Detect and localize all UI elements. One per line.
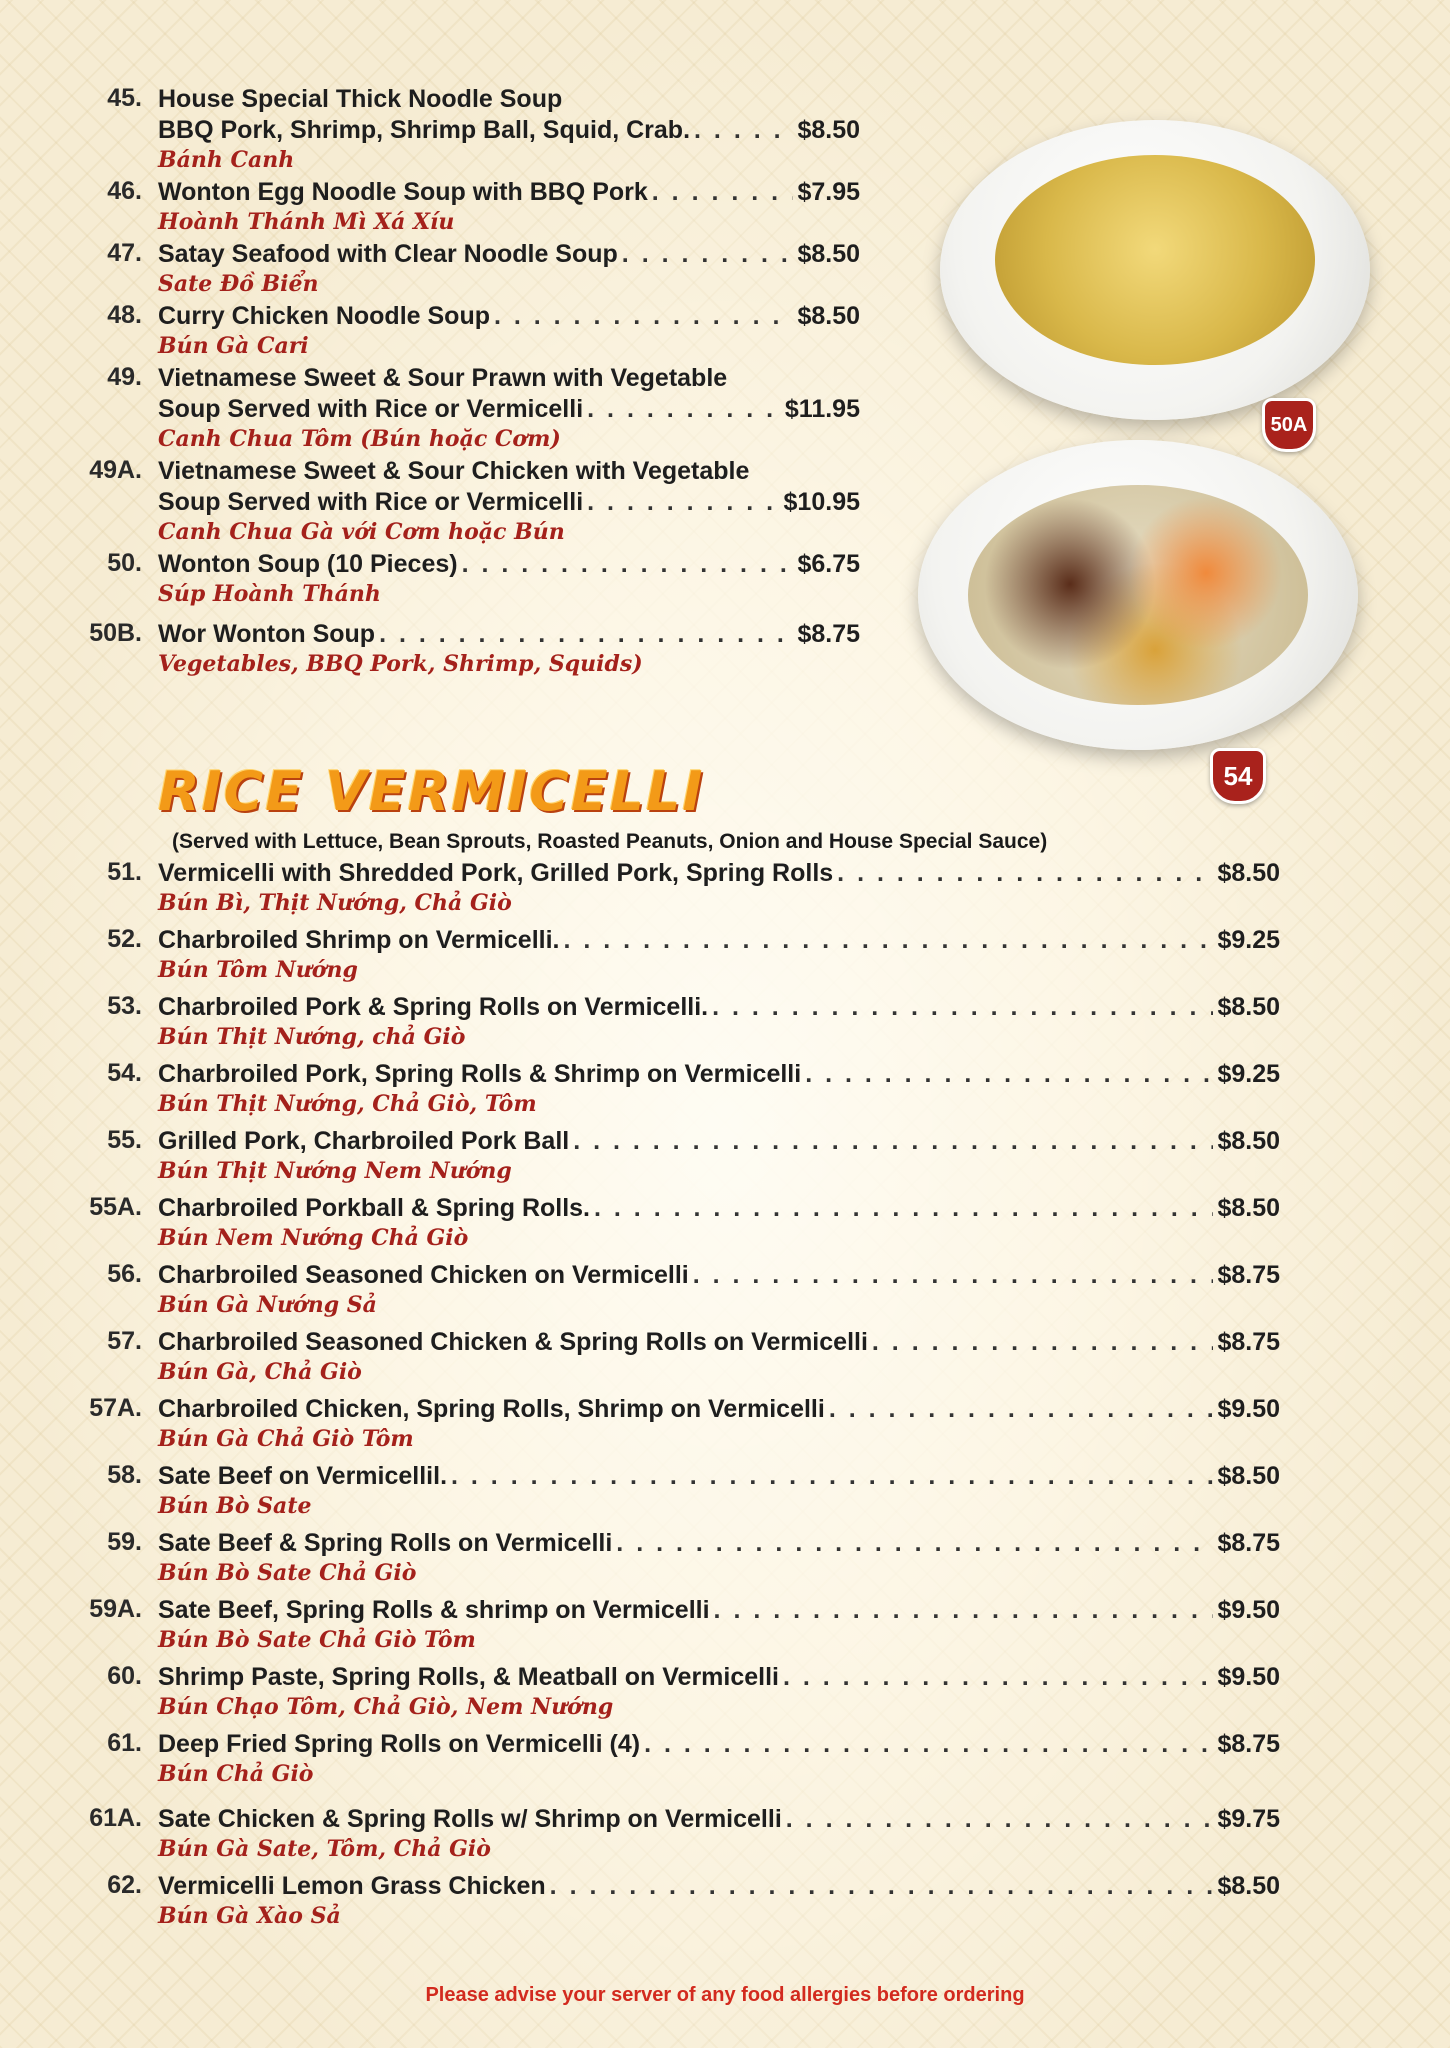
- menu-item-50: [80, 549, 860, 609]
- dot-leader: [693, 1260, 1214, 1291]
- item-number: 50.: [107, 549, 142, 577]
- item-vietnamese-name: Bún Chả Giò: [158, 1761, 314, 1787]
- item-vietnamese-name: Bún Thịt Nướng Nem Nướng: [158, 1158, 512, 1184]
- menu-item-55: [80, 1126, 1280, 1193]
- item-vietnamese-name: Bún Gà, Chả Giò: [158, 1359, 362, 1385]
- item-name: Sate Beef on Vermicellil.: [158, 1462, 448, 1490]
- menu-item-52: [80, 925, 1280, 992]
- item-number: 53.: [107, 992, 142, 1020]
- item-number: 49.: [107, 363, 142, 391]
- dot-leader: [652, 177, 794, 208]
- menu-item-55a: [80, 1193, 1280, 1260]
- menu-item-61: [80, 1729, 1280, 1796]
- dot-leader: [712, 992, 1213, 1023]
- item-price: $9.25: [1217, 1060, 1280, 1088]
- dot-leader: [616, 1528, 1213, 1559]
- dot-leader: [786, 1804, 1214, 1835]
- item-number: 55.: [107, 1126, 142, 1154]
- item-number: 61.: [107, 1729, 142, 1757]
- menu-item-59: [80, 1528, 1280, 1595]
- item-vietnamese-name: Súp Hoành Thánh: [158, 581, 381, 607]
- menu-item-48: [80, 301, 860, 361]
- item-price: $6.75: [797, 550, 860, 578]
- item-name: Sate Beef, Spring Rolls & shrimp on Vermicelli: [158, 1596, 710, 1624]
- wonton-soup-photo: [940, 120, 1370, 420]
- vermicelli-dish-image: [968, 485, 1308, 705]
- menu-item-56: [80, 1260, 1280, 1327]
- item-number: 47.: [107, 239, 142, 267]
- item-price: $8.75: [1217, 1529, 1280, 1557]
- dot-leader: [594, 1193, 1213, 1224]
- item-price: $8.50: [1217, 993, 1280, 1021]
- item-name: [158, 456, 860, 518]
- item-price: $7.95: [797, 178, 860, 206]
- item-vietnamese-name: Bún Tôm Nướng: [158, 957, 358, 983]
- item-name: Charbroiled Pork & Spring Rolls on Vermicelli.: [158, 993, 709, 1021]
- item-name: Deep Fried Spring Rolls on Vermicelli (4): [158, 1730, 641, 1758]
- item-price: $9.50: [1217, 1663, 1280, 1691]
- photo-badge-54: 54: [1210, 748, 1266, 804]
- item-vietnamese-name: Bún Gà Xào Sả: [158, 1903, 341, 1929]
- menu-item-51: [80, 858, 1280, 925]
- item-number: 54.: [107, 1059, 142, 1087]
- item-name-line: Satay Seafood with Clear Noodle Soup: [158, 240, 618, 268]
- menu-item-57: [80, 1327, 1280, 1394]
- dot-leader: [783, 1662, 1213, 1693]
- item-price: $8.50: [1217, 859, 1280, 887]
- item-name: Charbroiled Porkball & Spring Rolls.: [158, 1194, 591, 1222]
- dot-leader: [829, 1394, 1214, 1425]
- item-name-line: Curry Chicken Noodle Soup: [158, 302, 490, 330]
- item-price: $8.50: [1217, 1462, 1280, 1490]
- item-number: 57.: [107, 1327, 142, 1355]
- menu-item-47: [80, 239, 860, 299]
- dot-leader: [805, 1059, 1213, 1090]
- item-vietnamese-name: Bún Bò Sate Chả Giò: [158, 1560, 417, 1586]
- item-vietnamese-name: Bún Gà Nướng Sả: [158, 1292, 377, 1318]
- item-number: 55A.: [89, 1193, 142, 1221]
- menu-item-62: [80, 1871, 1280, 1938]
- item-name: Vermicelli Lemon Grass Chicken: [158, 1872, 546, 1900]
- item-name: Shrimp Paste, Spring Rolls, & Meatball on Vermicelli: [158, 1663, 779, 1691]
- item-name: Charbroiled Chicken, Spring Rolls, Shrimp on Vermicelli: [158, 1395, 825, 1423]
- vermicelli-plate-photo: [918, 440, 1358, 750]
- dot-leader: [587, 487, 779, 518]
- item-price: $9.25: [1217, 926, 1280, 954]
- allergy-notice: Please advise your server of any food allergies before ordering: [425, 1984, 1025, 2006]
- item-number: 49A.: [89, 456, 142, 484]
- item-name-line: BBQ Pork, Shrimp, Shrimp Ball, Squid, Crab.: [158, 116, 691, 144]
- dot-leader: [872, 1327, 1214, 1358]
- item-name: [158, 363, 860, 425]
- item-price: $9.50: [1217, 1596, 1280, 1624]
- item-number: 60.: [107, 1662, 142, 1690]
- item-number: 52.: [107, 925, 142, 953]
- item-name-line: House Special Thick Noodle Soup: [158, 85, 563, 113]
- item-price: $10.95: [783, 488, 860, 516]
- menu-item-59a: [80, 1595, 1280, 1662]
- item-name: [158, 301, 860, 332]
- item-price: $8.50: [1217, 1872, 1280, 1900]
- item-name: [158, 239, 860, 270]
- dot-leader: [837, 858, 1213, 889]
- item-vietnamese-name: Bún Nem Nướng Chả Giò: [158, 1225, 469, 1251]
- dot-leader: [451, 1461, 1213, 1492]
- item-name: [158, 549, 860, 580]
- menu-item-58: [80, 1461, 1280, 1528]
- soup-bowl-image: [995, 155, 1315, 365]
- item-name: Vermicelli with Shredded Pork, Grilled Pork, Spring Rolls: [158, 859, 834, 887]
- item-name: [158, 84, 860, 146]
- item-number: 50B.: [89, 619, 142, 647]
- item-name-line: Wor Wonton Soup: [158, 620, 376, 648]
- item-number: 62.: [107, 1871, 142, 1899]
- item-price: $9.50: [1217, 1395, 1280, 1423]
- item-number: 46.: [107, 177, 142, 205]
- item-price: $8.75: [1217, 1261, 1280, 1289]
- dot-leader: [573, 1126, 1213, 1157]
- item-number: 58.: [107, 1461, 142, 1489]
- item-vietnamese-name: Bánh Canh: [158, 147, 295, 173]
- dot-leader: [694, 115, 793, 146]
- item-name: [158, 619, 860, 650]
- item-number: 51.: [107, 858, 142, 886]
- section-subtitle: (Served with Lettuce, Bean Sprouts, Roasted Peanuts, Onion and House Special Sauce): [172, 830, 1048, 853]
- item-price: $8.75: [1217, 1328, 1280, 1356]
- menu-item-45: [80, 84, 860, 175]
- menu-item-49: [80, 363, 860, 454]
- dot-leader: [494, 301, 793, 332]
- item-price: $11.95: [784, 395, 860, 423]
- item-name-line: Wonton Egg Noodle Soup with BBQ Pork: [158, 178, 648, 206]
- item-number: 48.: [107, 301, 142, 329]
- dot-leader: [587, 394, 781, 425]
- menu-item-46: [80, 177, 860, 237]
- item-vietnamese-name: Vegetables, BBQ Pork, Shrimp, Squids): [158, 651, 643, 677]
- item-name-line: Soup Served with Rice or Vermicelli: [158, 488, 584, 516]
- item-name-line: Wonton Soup (10 Pieces): [158, 550, 458, 578]
- item-vietnamese-name: Sate Đồ Biển: [158, 271, 319, 297]
- photo-badge-50a: 50A: [1262, 398, 1316, 452]
- soup-menu-list: [80, 84, 860, 681]
- item-number: 61A.: [89, 1804, 142, 1832]
- item-name: Charbroiled Seasoned Chicken on Vermicelli: [158, 1261, 689, 1289]
- dot-leader: [379, 619, 793, 650]
- section-title: RICE VERMICELLI: [158, 760, 705, 823]
- item-number: 45.: [107, 84, 142, 112]
- item-vietnamese-name: Canh Chua Tôm (Bún hoặc Cơm): [158, 426, 561, 452]
- item-name: [158, 177, 860, 208]
- item-vietnamese-name: Hoành Thánh Mì Xá Xíu: [158, 209, 455, 235]
- menu-item-53: [80, 992, 1280, 1059]
- item-price: $8.75: [1217, 1730, 1280, 1758]
- dot-leader: [564, 925, 1214, 956]
- item-name: Charbroiled Pork, Spring Rolls & Shrimp on Vermicelli: [158, 1060, 802, 1088]
- item-name: Charbroiled Shrimp on Vermicelli.: [158, 926, 560, 954]
- item-name-line: Vietnamese Sweet & Sour Prawn with Vegetable: [158, 364, 728, 392]
- item-price: $8.50: [1217, 1127, 1280, 1155]
- item-price: $8.50: [797, 240, 860, 268]
- dot-leader: [550, 1871, 1214, 1902]
- item-number: 57A.: [89, 1394, 142, 1422]
- vermicelli-menu-list: [80, 858, 1280, 1938]
- item-vietnamese-name: Bún Gà Cari: [158, 333, 309, 359]
- menu-item-50b: [80, 619, 860, 679]
- item-name-line: Vietnamese Sweet & Sour Chicken with Vegetable: [158, 457, 750, 485]
- item-vietnamese-name: Bún Chạo Tôm, Chả Giò, Nem Nướng: [158, 1694, 614, 1720]
- item-price: $8.75: [797, 620, 860, 648]
- item-price: $8.50: [797, 116, 860, 144]
- item-vietnamese-name: Bún Bì, Thịt Nướng, Chả Giò: [158, 890, 512, 916]
- item-vietnamese-name: Bún Gà Sate, Tôm, Chả Giò: [158, 1836, 491, 1862]
- item-name-line: Soup Served with Rice or Vermicelli: [158, 395, 584, 423]
- dot-leader: [622, 239, 794, 270]
- item-number: 56.: [107, 1260, 142, 1288]
- menu-item-60: [80, 1662, 1280, 1729]
- item-vietnamese-name: Bún Thịt Nướng, Chả Giò, Tôm: [158, 1091, 537, 1117]
- item-name: Charbroiled Seasoned Chicken & Spring Rolls on Vermicelli: [158, 1328, 868, 1356]
- dot-leader: [644, 1729, 1213, 1760]
- item-price: $8.50: [797, 302, 860, 330]
- item-price: $9.75: [1217, 1805, 1280, 1833]
- item-name: Grilled Pork, Charbroiled Pork Ball: [158, 1127, 570, 1155]
- item-name: Sate Chicken & Spring Rolls w/ Shrimp on Vermicelli: [158, 1805, 782, 1833]
- item-name: Sate Beef & Spring Rolls on Vermicelli: [158, 1529, 613, 1557]
- menu-item-49a: [80, 456, 860, 547]
- dot-leader: [462, 549, 794, 580]
- menu-item-54: [80, 1059, 1280, 1126]
- item-vietnamese-name: Bún Gà Chả Giò Tôm: [158, 1426, 414, 1452]
- item-number: 59.: [107, 1528, 142, 1556]
- item-vietnamese-name: Bún Bò Sate: [158, 1493, 312, 1519]
- item-number: 59A.: [89, 1595, 142, 1623]
- item-vietnamese-name: Canh Chua Gà với Cơm hoặc Bún: [158, 519, 565, 545]
- item-vietnamese-name: Bún Bò Sate Chả Giò Tôm: [158, 1627, 476, 1653]
- menu-item-57a: [80, 1394, 1280, 1461]
- dot-leader: [714, 1595, 1214, 1626]
- item-vietnamese-name: Bún Thịt Nướng, chả Giò: [158, 1024, 466, 1050]
- menu-item-61a: [80, 1804, 1280, 1871]
- item-price: $8.50: [1217, 1194, 1280, 1222]
